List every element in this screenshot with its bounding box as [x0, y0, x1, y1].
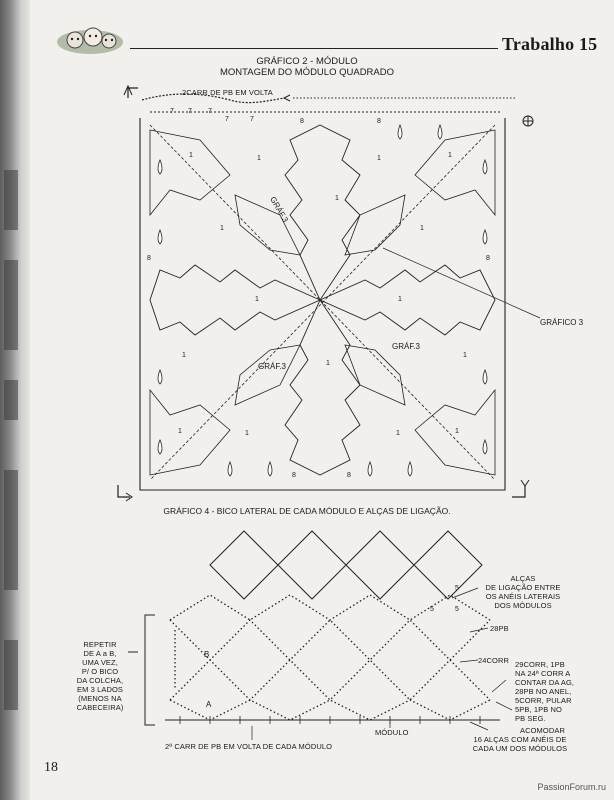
grafico4-title: GRÁFICO 4 - BICO LATERAL DE CADA MÓDULO E ALÇAS DE LIGAÇÃO.: [163, 506, 451, 516]
num-1: 1: [420, 225, 424, 232]
num-8: 8: [147, 255, 151, 262]
num-1: 1: [463, 352, 467, 359]
label-29corr-instructions: 29CORR, 1PB NA 24ª CORR A CONTAR DA AG, 28PB NO ANEL, 5CORR, PULAR 5PB, 1PB NO PB SEG.: [515, 660, 575, 723]
num-5: 5: [455, 585, 459, 592]
num-1: 1: [220, 225, 224, 232]
num-5: 5: [455, 606, 459, 613]
num-7: 7: [170, 108, 174, 115]
num-1: 1: [326, 360, 330, 367]
page-number: 18: [44, 760, 58, 775]
num-1: 1: [182, 352, 186, 359]
num-1: 1: [178, 428, 182, 435]
label-grafico3: GRÁFICO 3: [540, 318, 584, 327]
num-1: 1: [455, 428, 459, 435]
num-1: 1: [189, 152, 193, 159]
label-16-alcas: 16 ALÇAS COM ANÉIS DE CADA UM DOS MÓDULOS: [472, 735, 568, 753]
label-graf3: GRÁF.3: [392, 342, 421, 351]
num-8: 8: [300, 118, 304, 125]
label-24corr: 24CORR: [478, 656, 510, 665]
label-alcas-de-ligacao: ALÇAS DE LIGAÇÃO ENTRE OS ANÉIS LATERAIS DOS MÓDULOS: [485, 574, 561, 610]
num-1: 1: [396, 430, 400, 437]
grafico2-module-square: [118, 86, 540, 501]
label-acomodar: ACOMODAR: [520, 726, 565, 735]
label-b: B: [204, 650, 210, 659]
label-graf3: GRÁF.3: [268, 195, 290, 224]
watermark: PassionForum.ru: [537, 782, 606, 792]
label-modulo: MÓDULO: [375, 728, 409, 737]
grafico2-title: GRÁFICO 2 - MÓDULO: [256, 56, 358, 67]
grafico4-edge-diagram: [128, 531, 512, 740]
num-1: 1: [255, 296, 259, 303]
num-5: 5: [430, 606, 434, 613]
num-8: 8: [347, 472, 351, 479]
num-1: 1: [448, 152, 452, 159]
label-carr-pb-em-volta: 2CARR DE PB EM VOLTA: [182, 88, 273, 97]
num-1: 1: [377, 155, 381, 162]
grafico2-subtitle: MONTAGEM DO MÓDULO QUADRADO: [220, 67, 394, 78]
num-7: 7: [188, 108, 192, 115]
label-2-carr-pb: 2ª CARR DE PB EM VOLTA DE CADA MÓDULO: [165, 742, 333, 751]
num-8: 8: [377, 118, 381, 125]
page-header-title: Trabalho 15: [502, 34, 598, 54]
label-a: A: [206, 700, 212, 709]
num-8: 8: [292, 472, 296, 479]
num-1: 1: [257, 155, 261, 162]
num-1: 1: [398, 296, 402, 303]
num-7: 7: [225, 116, 229, 123]
label-repetir-instructions: REPETIR DE A a B, UMA VEZ, P/ O BICO DA COLCHA, EM 3 LADOS (MENOS NA CABECEIRA): [76, 640, 124, 712]
label-graf3: GRÁF.3: [258, 362, 287, 371]
num-7: 7: [250, 116, 254, 123]
num-8: 8: [486, 255, 490, 262]
label-28pb: 28PB: [490, 624, 509, 633]
num-1: 1: [245, 430, 249, 437]
num-1: 1: [335, 195, 339, 202]
num-7: 7: [208, 108, 212, 115]
